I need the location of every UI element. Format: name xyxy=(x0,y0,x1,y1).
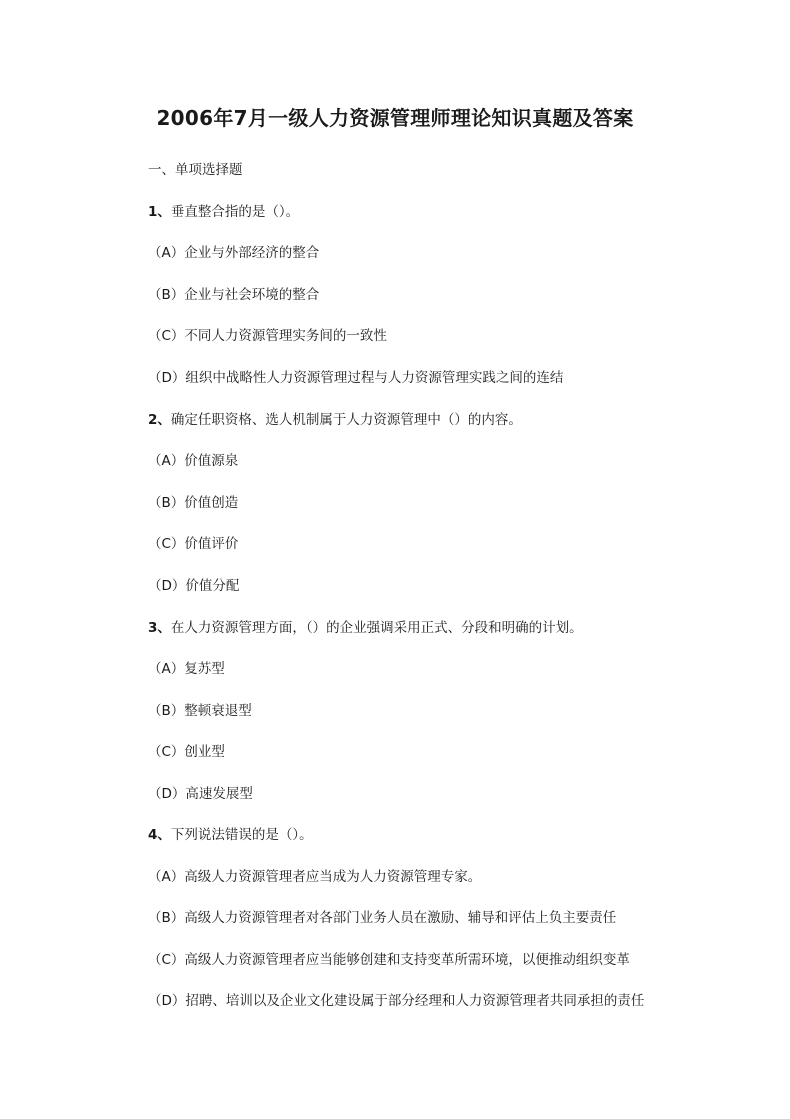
question-number: 4、 xyxy=(148,827,171,843)
option-3c: （C）创业型 xyxy=(148,744,225,760)
question-4 xyxy=(148,826,313,844)
question-text: 下列说法错误的是（）。 xyxy=(170,827,313,843)
option-3b: （B）整顿衰退型 xyxy=(148,703,252,719)
option-2d: （D）价值分配 xyxy=(148,578,240,594)
question-2 xyxy=(148,411,522,429)
question-3 xyxy=(148,619,583,637)
question-1 xyxy=(148,203,299,221)
option-1a: （A）企业与外部经济的整合 xyxy=(148,245,320,261)
option-2c: （C）价值评价 xyxy=(148,536,239,552)
question-text: 在人力资源管理方面，（）的企业强调采用正式、分段和明确的计划。 xyxy=(170,620,583,636)
option-4b: （B）高级人力资源管理者对各部门业务人员在激励、辅导和评估上负主要责任 xyxy=(148,910,617,926)
question-number: 3、 xyxy=(148,620,171,636)
option-4a: （A）高级人力资源管理者应当成为人力资源管理专家。 xyxy=(148,869,482,885)
question-number: 1、 xyxy=(148,204,171,220)
question-number: 2、 xyxy=(148,412,171,428)
question-text: 垂直整合指的是（）。 xyxy=(170,204,300,220)
option-1d: （D）组织中战略性人力资源管理过程与人力资源管理实践之间的连结 xyxy=(148,370,564,386)
option-4c: （C）高级人力资源管理者应当能够创建和支持变革所需环境，以便推动组织变革 xyxy=(148,952,630,968)
option-2a: （A）价值源泉 xyxy=(148,453,239,469)
option-2b: （B）价值创造 xyxy=(148,495,239,511)
section-heading: 一、单项选择题 xyxy=(148,162,243,178)
option-4d: （D）招聘、培训以及企业文化建设属于部分经理和人力资源管理者共同承担的责任 xyxy=(148,993,645,1009)
option-3a: （A）复苏型 xyxy=(148,661,225,677)
document-title: 2006年7月一级人力资源管理师理论知识真题及答案 xyxy=(156,106,634,130)
option-1b: （B）企业与社会环境的整合 xyxy=(148,287,320,303)
question-text: 确定任职资格、选人机制属于人力资源管理中（）的内容。 xyxy=(170,412,522,428)
option-3d: （D）高速发展型 xyxy=(148,786,253,802)
option-1c: （C）不同人力资源管理实务间的一致性 xyxy=(148,328,387,344)
